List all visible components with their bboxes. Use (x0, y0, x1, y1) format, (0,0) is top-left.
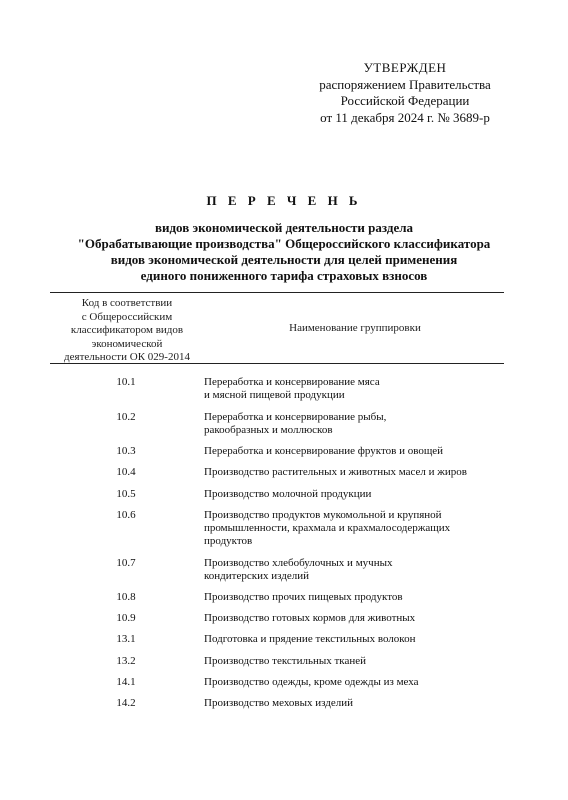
row-code: 10.7 (116, 557, 136, 569)
row-name: Производство меховых изделий (204, 697, 354, 709)
column-header-code-line: с Общероссийским (81, 310, 173, 323)
row-code: 10.4 (116, 466, 136, 478)
row-name: Производство хлебобулочных и мучных кондитерских изделий (204, 557, 393, 582)
row-name: Производство продуктов мукомольной и крупяной промышленности, крахмала и крахмалосодержащих продуктов (204, 509, 451, 547)
column-header-code-line: экономической (91, 337, 163, 350)
column-header-code-line: классификатором видов (70, 324, 184, 336)
row-code: 10.6 (116, 509, 136, 521)
column-header-code-line: деятельности ОК 029-2014 (64, 351, 190, 363)
row-name: Производство прочих пищевых продуктов (204, 591, 403, 603)
approval-block (300, 60, 510, 126)
row-code: 14.2 (116, 697, 136, 709)
document-heading (40, 193, 528, 284)
row-code: 13.1 (116, 633, 136, 645)
row-code: 14.1 (116, 676, 136, 688)
row-code: 13.2 (116, 655, 136, 667)
column-header-name: Наименование группировки (289, 322, 421, 334)
document-subtitle-line: единого пониженного тарифа страховых взносов (140, 268, 428, 283)
row-code: 10.9 (116, 612, 136, 624)
approval-line: Российской Федерации (340, 93, 470, 108)
document-subtitle-line: видов экономической деятельности раздела (154, 220, 414, 235)
column-header-code-line: Код в соответствии (81, 297, 173, 309)
row-name: Производство готовых кормов для животных (204, 612, 416, 624)
row-name: Подготовка и прядение текстильных волокон (204, 633, 416, 645)
document-subtitle-line: "Обрабатывающие производства" Общероссийского классификатора (77, 236, 491, 251)
row-name: Производство текстильных тканей (204, 655, 367, 667)
approval-title: УТВЕРЖДЕН (363, 60, 447, 75)
row-code: 10.2 (116, 411, 136, 423)
document-title: П Е Р Е Ч Е Н Ь (206, 193, 362, 208)
document-subtitle-line: видов экономической деятельности для целей применения (110, 252, 458, 267)
row-code: 10.5 (116, 488, 136, 500)
row-name: Переработка и консервирование фруктов и овощей (204, 445, 444, 457)
approval-date: от 11 декабря 2024 г. № 3689-р (320, 109, 490, 125)
row-name: Производство молочной продукции (204, 488, 372, 500)
row-name: Производство растительных и животных масел и жиров (204, 466, 467, 478)
row-name: Переработка и консервирование рыбы, ракообразных и моллюсков (204, 411, 387, 436)
table-top-rule (50, 292, 504, 293)
row-code: 10.1 (116, 376, 136, 388)
row-name: Переработка и консервирование мяса и мясной пищевой продукции (204, 376, 380, 401)
table-header-rule (50, 363, 504, 364)
row-code: 10.8 (116, 591, 136, 603)
approval-line: распоряжением Правительства (319, 76, 491, 92)
row-code: 10.3 (116, 445, 136, 457)
row-name: Производство одежды, кроме одежды из меха (204, 676, 419, 688)
column-header-code (52, 297, 202, 365)
